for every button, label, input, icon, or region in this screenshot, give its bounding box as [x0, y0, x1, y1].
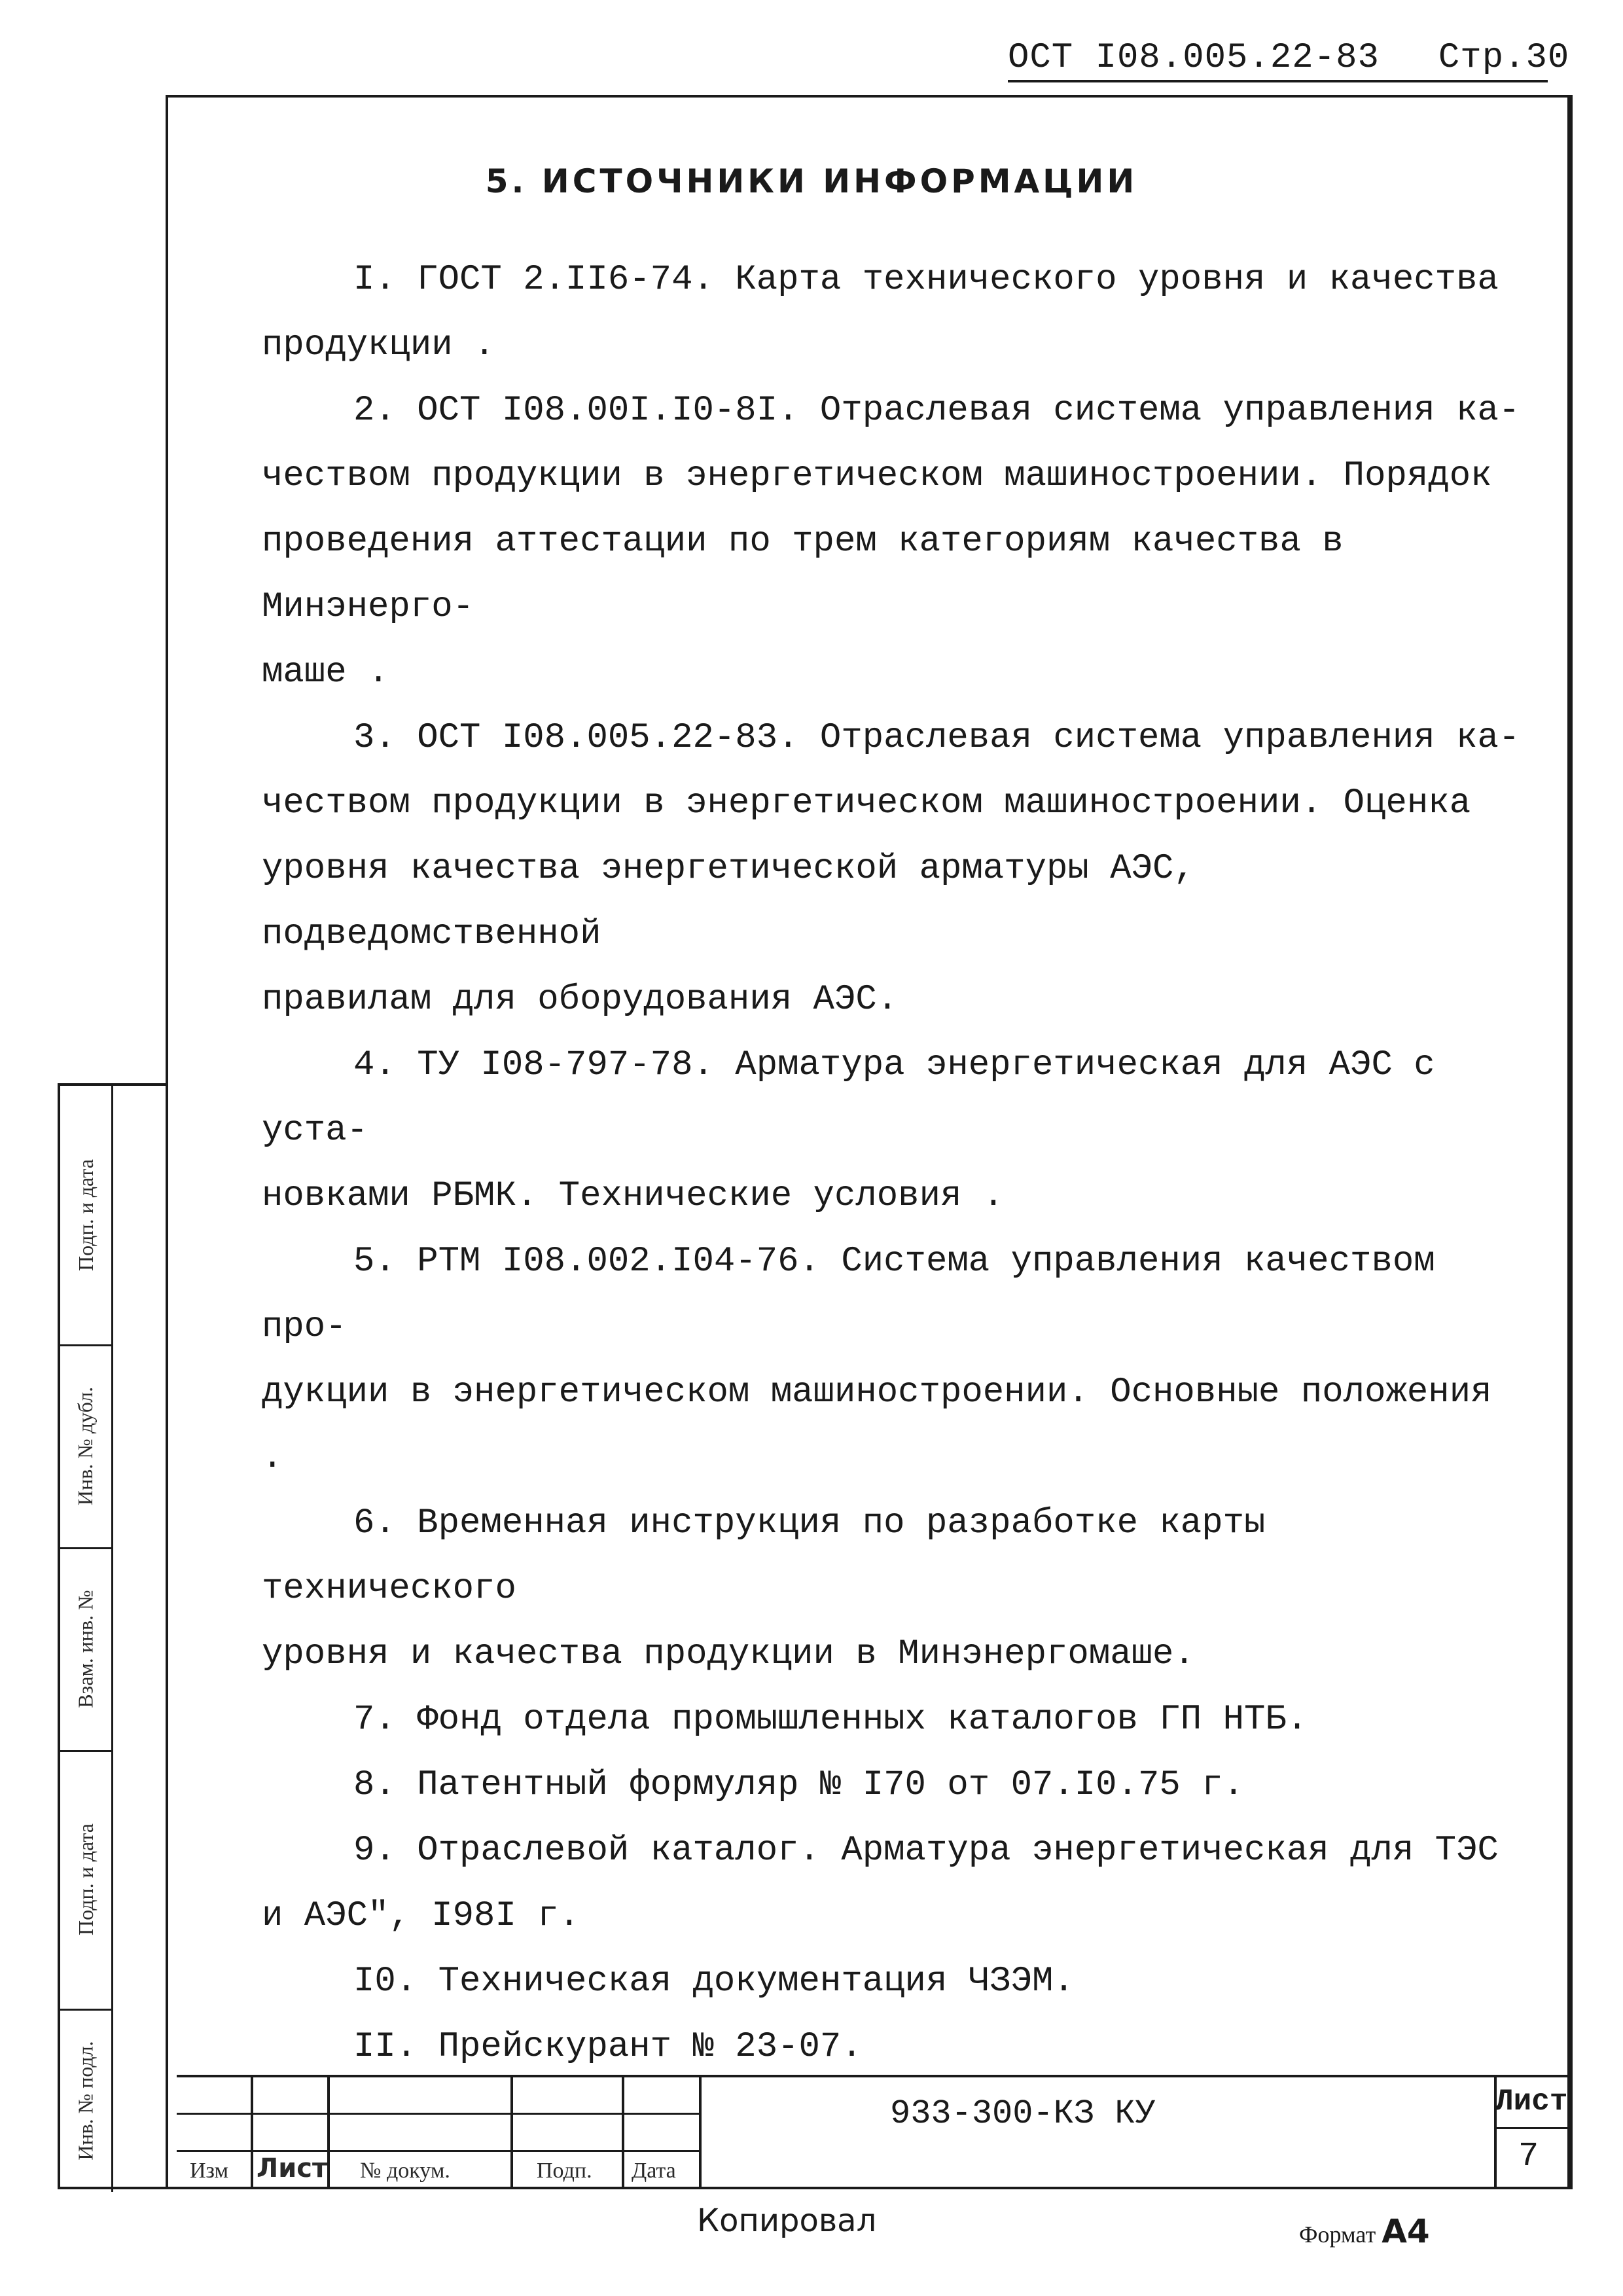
- stamp-inner-column: [111, 1086, 170, 2192]
- reference-first-line: I. ГОСТ 2.II6-74. Карта технического уровня и качества: [353, 260, 1499, 300]
- sheet-label: Лист: [1495, 2085, 1568, 2119]
- reference-continuation-line: чеством продукции в энергетическом машиностроении. Порядок: [262, 456, 1492, 496]
- reference-first-line: 3. ОСТ I08.005.22-83. Отраслевая система управления ка-: [353, 718, 1520, 758]
- reference-item: [262, 1491, 1525, 1622]
- reference-continuation-line: маше .: [262, 653, 389, 692]
- reference-first-line: 8. Патентный формуляр № I70 от 07.I0.75 г.: [353, 1765, 1245, 1805]
- reference-first-line: 2. ОСТ I08.00I.I0-8I. Отраслевая система управления ка-: [353, 391, 1520, 431]
- reference-first-line: I0. Техническая документация ЧЗЭМ.: [353, 1962, 1075, 2001]
- reference-first-line: 4. ТУ I08-797-78. Арматура энергетическая для АЭС с уста-: [262, 1045, 1435, 1151]
- reference-continuation-line: дукции в энергетическом машиностроении. Основные положения .: [262, 1372, 1492, 1478]
- col-data-label: Дата: [632, 2159, 676, 2183]
- frame-right-edge: [1567, 95, 1573, 2189]
- format-label: Формат: [1299, 2221, 1376, 2248]
- section-title: 5. ИСТОЧНИКИ ИНФОРМАЦИИ: [485, 162, 1138, 200]
- stamp-label-inv-podl: Инв. № подл.: [73, 2040, 98, 2161]
- reference-item: [262, 2015, 1525, 2080]
- title-block-col-line-4: [622, 2075, 624, 2189]
- reference-continuation-line: чеством продукции в энергетическом машиностроении. Оценка: [262, 783, 1471, 823]
- title-block-col-line-1: [251, 2075, 253, 2189]
- reference-continuation-line: уровня качества энергетической арматуры АЭС, подведомственной: [262, 849, 1195, 954]
- page-header: [1008, 38, 1569, 78]
- stamp-label-inv-dubl: Инв. № дубл.: [73, 1386, 98, 1505]
- title-block-col-line-5: [699, 2075, 702, 2189]
- reference-continuation-line: уровня и качества продукции в Минэнергомаше.: [262, 1634, 1195, 1674]
- stamp-label-podp-data-2: Подп. и дата: [73, 1823, 98, 1935]
- reference-item: [262, 1687, 1525, 1753]
- title-block-col-line-3: [510, 2075, 513, 2189]
- col-podp-label: Подп.: [537, 2159, 592, 2183]
- reference-continuation-line: продукции .: [262, 325, 495, 365]
- reference-first-line: 5. РТМ I08.002.I04-76. Система управления качеством про-: [262, 1242, 1435, 1347]
- reference-continuation-line: новками РБМК. Технические условия .: [262, 1176, 1005, 1216]
- side-stamp: [58, 1083, 166, 2189]
- col-dokum-label: № докум.: [360, 2159, 450, 2183]
- reference-item: [262, 1818, 1525, 1884]
- page-number: Стр.30: [1438, 38, 1570, 78]
- reference-continuation-line: и АЭС", I98I г.: [262, 1896, 580, 1936]
- reference-continuation-line: проведения аттестации по трем категориям качества в Минэнерго-: [262, 522, 1344, 627]
- title-block-sheet-line: [1494, 2127, 1567, 2129]
- reference-first-line: 7. Фонд отдела промышленных каталогов ГП НТБ.: [353, 1700, 1308, 1740]
- doc-code: ОСТ I08.005.22-83: [1008, 38, 1380, 78]
- reference-item: [262, 1949, 1525, 2015]
- footer-format: [1299, 2212, 1430, 2250]
- format-value: А4: [1382, 2212, 1430, 2250]
- stamp-label-podp-data-1: Подп. и дата: [73, 1159, 98, 1271]
- doc-designation: 933-300-КЗ КУ: [890, 2094, 1156, 2133]
- col-list-label: Лист: [257, 2153, 328, 2183]
- reference-first-line: 6. Временная инструкция по разработке карты технического: [262, 1503, 1266, 1609]
- reference-continuation-line: правилам для оборудования АЭС.: [262, 980, 899, 1020]
- reference-item: [262, 1033, 1525, 1164]
- reference-item: [262, 706, 1525, 771]
- reference-item: [262, 247, 1525, 313]
- title-block-col-line-2: [327, 2075, 330, 2189]
- reference-first-line: II. Прейскурант № 23-07.: [353, 2027, 863, 2067]
- reference-item: [262, 1753, 1525, 1818]
- col-izm-label: Изм: [190, 2159, 229, 2183]
- title-block-top-line: [177, 2075, 1567, 2077]
- reference-first-line: 9. Отраслевой каталог. Арматура энергетическая для ТЭС: [353, 1831, 1499, 1871]
- references-list: [262, 247, 1525, 2080]
- footer-copied: Копировал: [697, 2202, 877, 2239]
- reference-item: [262, 378, 1525, 444]
- header-underline: [1008, 80, 1548, 82]
- stamp-label-vzam-inv: Взам. инв. №: [73, 1589, 98, 1708]
- reference-item: [262, 1229, 1525, 1360]
- sheet-number: 7: [1518, 2137, 1539, 2176]
